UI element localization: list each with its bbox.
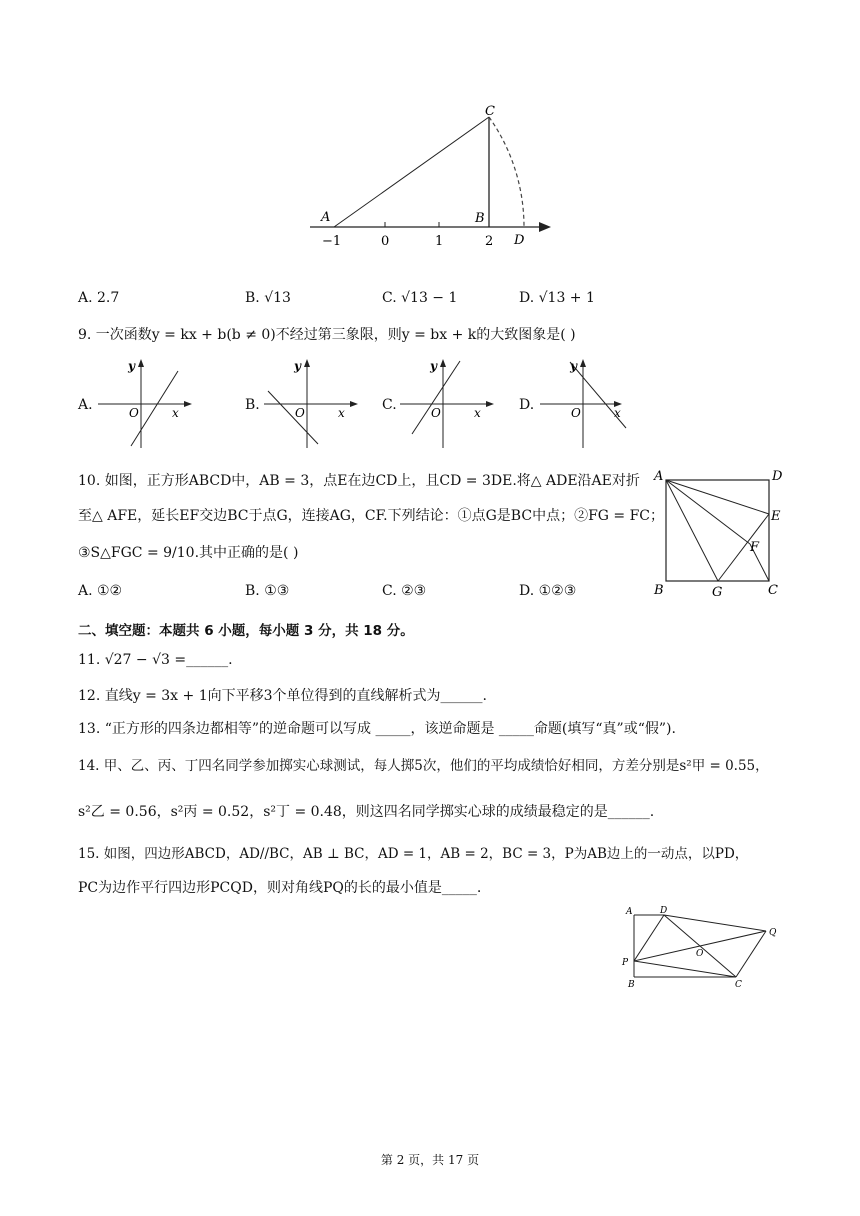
q8-option-a: A. 2.7 <box>78 290 120 306</box>
q12: 12. 直线y = 3x + 1向下平移3个单位得到的直线解析式为______. <box>78 688 487 704</box>
svg-text:F: F <box>750 540 760 555</box>
svg-text:x: x <box>172 406 179 420</box>
tick-label: 1 <box>435 234 444 249</box>
svg-text:C: C <box>768 583 778 598</box>
q8-option-d: D. √13 + 1 <box>519 290 595 306</box>
q15-figure <box>620 903 795 991</box>
svg-text:y: y <box>430 359 437 373</box>
q9-graph-c <box>398 356 498 451</box>
svg-text:O: O <box>696 949 704 959</box>
svg-text:A: A <box>654 469 664 484</box>
svg-text:y: y <box>128 359 135 373</box>
q9-graph-d <box>538 356 638 451</box>
tick-label: 0 <box>381 234 390 249</box>
label-A: A <box>321 210 331 225</box>
svg-text:x: x <box>338 406 345 420</box>
q10-line-1: 10. 如图，正方形ABCD中，AB = 3，点E在边CD上，且CD = 3DE.将△ ADE沿AE对折 <box>78 473 640 489</box>
tick-label: −1 <box>322 234 342 249</box>
label-B: B <box>475 211 485 226</box>
svg-text:Q: Q <box>769 928 777 938</box>
q8-option-c: C. √13 − 1 <box>382 290 458 306</box>
q8-figure <box>305 100 565 250</box>
svg-text:D: D <box>772 469 783 484</box>
svg-text:y: y <box>570 359 577 373</box>
arc-CD <box>489 117 524 227</box>
q9-stem: 9. 一次函数y = kx + b(b ≠ 0)不经过第三象限，则y = bx + k的大致图象是( ) <box>78 327 576 343</box>
q10-option-b: B. ①③ <box>245 583 290 599</box>
svg-text:D: D <box>660 906 668 916</box>
q10-option-d: D. ①②③ <box>519 583 577 599</box>
svg-text:G: G <box>712 585 723 599</box>
svg-text:O: O <box>295 406 305 420</box>
svg-text:E: E <box>771 509 781 524</box>
q9-option-d-label: D. <box>519 397 535 413</box>
tick-label: 2 <box>485 234 494 249</box>
q9-option-a-label: A. <box>78 397 93 413</box>
q9-option-b-label: B. <box>245 397 260 413</box>
page-footer: 第 2 页，共 17 页 <box>380 1153 480 1167</box>
svg-text:x: x <box>474 406 481 420</box>
svg-text:O: O <box>571 406 581 420</box>
q9-graph-a <box>96 356 196 451</box>
svg-text:P: P <box>622 958 629 968</box>
q10-option-c: C. ②③ <box>382 583 427 599</box>
q11: 11. √27 − √3 =______. <box>78 652 233 668</box>
q13: 13. “正方形的四条边都相等”的逆命题可以写成 _____，该逆命题是 _____命题(填写“真”或“假”). <box>78 721 676 737</box>
number-line-arrow <box>539 222 551 232</box>
section-2-heading: 二、填空题：本题共 6 小题，每小题 3 分，共 18 分。 <box>78 623 414 639</box>
q10-option-a: A. ①② <box>78 583 123 599</box>
svg-text:C: C <box>735 980 742 990</box>
q10-line-3: ③S△FGC = 9/10.其中正确的是( ) <box>78 545 299 561</box>
svg-text:B: B <box>654 583 664 598</box>
q15-line-2: PC为边作平行四边形PCQD，则对角线PQ的长的最小值是_____. <box>78 880 482 896</box>
svg-text:x: x <box>614 406 621 420</box>
svg-text:y: y <box>294 359 301 373</box>
q10-line-2: 至△ AFE，延长EF交边BC于点G，连接AG，CF.下列结论：①点G是BC中点；②FG = FC； <box>78 508 665 524</box>
svg-text:A: A <box>626 907 633 917</box>
label-D: D <box>514 233 525 248</box>
q9-graph-b <box>262 356 362 451</box>
svg-text:B: B <box>628 980 635 990</box>
svg-text:O: O <box>431 406 441 420</box>
segment-AC <box>334 117 489 227</box>
q8-option-b: B. √13 <box>245 290 291 306</box>
label-C: C <box>485 104 495 119</box>
q9-option-c-label: C. <box>382 397 397 413</box>
q14-line-2: s²乙 = 0.56，s²丙 = 0.52，s²丁 = 0.48，则这四名同学掷实心球的成绩最稳定的是______. <box>78 804 655 820</box>
q15-line-1: 15. 如图，四边形ABCD，AD//BC，AB ⊥ BC，AD = 1，AB = 2，BC = 3，P为AB边上的一动点，以PD， <box>78 846 749 862</box>
q14-line-1: 14. 甲、乙、丙、丁四名同学参加掷实心球测试，每人掷5次，他们的平均成绩恰好相同，方差分别是s²甲 = 0.55， <box>78 758 769 774</box>
q10-figure <box>650 464 790 599</box>
svg-text:O: O <box>129 406 139 420</box>
